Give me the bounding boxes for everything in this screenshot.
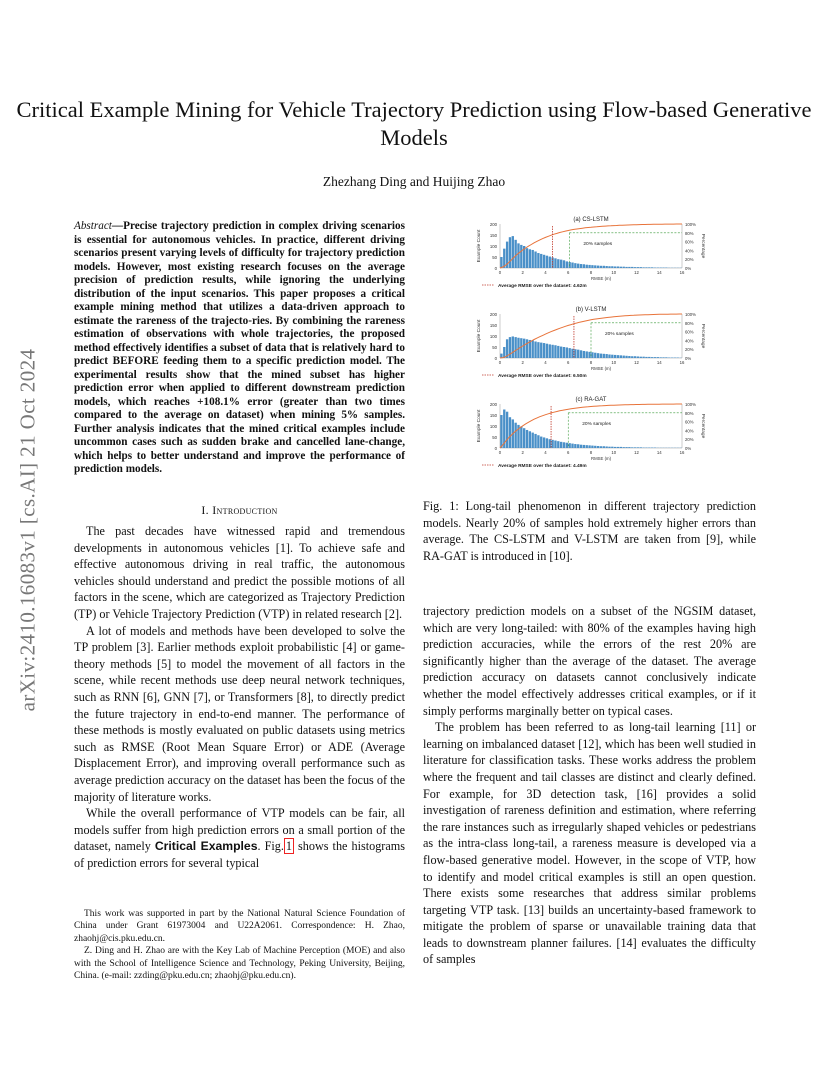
samples-annotation: 20% samples [582,422,612,427]
histogram-bar [580,445,582,448]
y-tick-label: 100 [489,244,497,249]
histogram-bar [594,446,596,448]
y-tick-label: 200 [489,312,497,317]
introduction-body [74,523,405,871]
y2-axis-label: Percentage [700,323,705,349]
histogram-bar [574,263,576,268]
abstract-label: Abstract [74,220,112,232]
histogram-bar [554,258,556,268]
intro-paragraph-3 [74,805,405,871]
histogram-bar [603,266,605,268]
y2-tick-label: 0% [685,266,692,271]
footnotes [74,908,405,982]
histogram-bar [611,355,613,358]
histogram-bar [506,412,508,448]
histogram-bar [563,260,565,268]
histogram-bar [532,340,534,358]
x-axis-label: RMSE (m) [590,366,612,371]
histogram-bar [549,344,551,358]
histogram-bar [642,357,644,358]
x-tick-label: 0 [498,450,502,455]
x-tick-label: 4 [544,360,547,365]
histogram-bar [509,417,511,448]
histogram-bar [605,266,607,268]
histogram-bar [637,267,639,268]
histogram-bar [571,444,573,448]
histogram-bar [628,447,630,448]
x-tick-label: 10 [611,360,617,365]
histogram-bar [540,437,542,448]
histogram-bar [549,257,551,268]
histogram-bar [532,250,534,268]
y-tick-label: 0 [494,356,497,361]
y2-tick-label: 20% [685,347,694,353]
y-tick-label: 50 [492,345,497,350]
histogram-bar [546,256,548,268]
y2-tick-label: 60% [685,419,694,425]
histogram-bar [577,444,579,448]
histogram-bar [623,356,625,358]
histogram-bar [537,435,539,448]
y-tick-label: 0 [494,446,497,451]
histogram-bar [520,245,522,268]
histogram-bar [540,254,542,268]
histogram-bar [591,352,593,358]
intro-paragraph-1: The past decades have witnessed rapid and tremendous developments in autonomous vehicles [1]. To achieve safe and effective autonomous driving in real traffic, the autonomous vehicles should understand and predict the possible motions of all factors in the scene, which are categorized as Trajectory Prediction (TP) or Vehicle Trajectory Prediction (VTP) in related research [2]. [74,524,405,621]
histogram-bar [651,267,653,268]
histogram-bar [566,261,568,268]
histogram-bar [648,357,650,358]
arxiv-id: arXiv:2410.16083v1 [cs.AI] 21 Oct 2024 [15,348,40,712]
histogram-bar [534,252,536,269]
y-axis-label: Example Count [477,409,482,443]
y-tick-label: 150 [489,323,497,328]
histogram-bar [620,267,622,268]
histogram-bar [594,353,596,358]
y2-tick-label: 80% [685,230,694,236]
histogram-bar [623,447,625,448]
histogram-bar [657,357,659,358]
histogram-bar [583,264,585,268]
y-tick-label: 50 [492,435,497,440]
histogram-bar [605,354,607,358]
histogram-bar [543,255,545,268]
x-tick-label: 6 [567,360,570,365]
histogram-bar [611,447,613,448]
histogram-bar [574,349,576,358]
y-axis-label: Example Count [477,229,482,263]
y2-tick-label: 100% [685,222,696,227]
histogram-bar [546,344,548,358]
x-tick-label: 10 [611,450,617,455]
histogram-bar [523,339,525,358]
chart-panel-2 [476,307,706,379]
histogram-bar [600,446,602,448]
intro-paragraph-2: A lot of models and methods have been developed to solve the TP problem [3]. Earlier methods exploit probabilistic [4] or game-theory methods [5] to model the movement of all factors in the scene, while recent methods use deep neural network techniques, such as RNN [6], GNN [7], or Transformers [8], to directly predict the future trajectory in end-to-end manner. The performance of these methods is mostly evaluated on public datasets using metrics such as RMSE (Root Mean Square Error) or ADE (Average Displacement Error), and improving overall performance such as average prediction accuracy on the dataset has been the focus of the majority of literature works. [74,623,405,804]
y2-axis-label: Percentage [700,233,705,259]
chart-title: (b) V-LSTM [575,307,607,313]
x-tick-label: 12 [634,450,639,455]
arxiv-stamp[interactable] [8,300,48,760]
histogram-bar [557,259,559,268]
chart-legend: Average RMSE over the dataset: 4.49m [498,464,587,469]
histogram-bar [588,265,590,268]
histogram-bar [583,445,585,448]
histogram-bar [586,351,588,358]
histogram-bar [642,267,644,268]
intro-p3-text-c: shows the histograms of prediction errors for several typical [74,839,405,870]
histogram-bar [597,446,599,448]
histogram-bar [620,355,622,358]
y-axis-label: Example Count [477,319,482,353]
histogram-bar [514,240,516,268]
y2-tick-label: 20% [685,257,694,263]
y-tick-label: 0 [494,266,497,271]
histogram-bar [563,442,565,448]
figure-1 [470,212,710,482]
histogram-bar [534,342,536,359]
histogram-bar [588,352,590,358]
histogram-bar [600,266,602,268]
y2-tick-label: 0% [685,356,692,361]
histogram-bar [660,357,662,358]
x-axis-label: RMSE (m) [590,456,612,461]
x-tick-label: 16 [679,450,685,455]
histogram-bar [569,443,571,448]
abstract-text: Precise trajectory prediction in complex driving scenarios is essential for autonomous vehicles. In practice, different driving scenarios present varying levels of difficulty for trajectory prediction models. However, most existing research focuses on the average precision of prediction results, while ignoring the underlying distribution of the input scenarios. This paper proposes a critical example mining method that utilizes a data-driven approach to estimate the rareness of the trajecto-ries. By combining the rareness estimation of observations with whole trajectories, the proposed method effectively identifies a subset of data that is relatively hard to predict BEFORE feeding them to a specific prediction model. The experimental results show that the mined subset has higher prediction error when applied to different downstream prediction models, which reaches +108.1% error (greater than two times compared to the average on dataset) when mining 5% samples. Further analysis indicates that the mined critical examples include uncommon cases such as sudden brake and cancelled lane-change, which helps to better understand and improve the performance of prediction models. [74,220,405,475]
histogram-bar [591,446,593,448]
x-tick-label: 6 [567,270,570,275]
histogram-bar [583,351,585,358]
figure-1-link[interactable]: 1 [285,839,292,854]
histogram-bar [665,357,667,358]
paper-title: Critical Example Mining for Vehicle Trajectory Prediction using Flow-based Generative Models [16,97,812,150]
intro-p3-text-b: . Fig. [257,839,284,854]
section-heading-introduction: I. Introduction [201,503,278,517]
histogram-bar [654,357,656,358]
y-tick-label: 150 [489,413,497,418]
histogram-bar [580,350,582,358]
histogram-bar [608,354,610,358]
histogram-bar [520,426,522,448]
histogram-bar [634,356,636,358]
histogram-bar [566,443,568,448]
x-tick-label: 2 [521,450,524,455]
y2-tick-label: 40% [685,338,694,344]
histogram-bar [600,354,602,358]
histogram-bar [617,355,619,358]
histogram-bar [569,348,571,358]
histogram-bar [560,260,562,268]
histogram-bar [614,355,616,358]
histogram-bar [603,354,605,358]
histogram-bar [560,442,562,448]
x-tick-label: 0 [498,270,502,275]
y2-tick-label: 100% [685,312,696,317]
histogram-bar [537,342,539,358]
histogram-bar [631,356,633,358]
paper-authors: Zhezhang Ding and Huijing Zhao [322,174,506,189]
y-tick-label: 200 [489,402,497,407]
histogram-bar [574,444,576,448]
histogram-bar [523,428,525,448]
x-tick-label: 14 [656,450,662,455]
y2-tick-label: 60% [685,239,694,245]
histogram-bar [529,249,531,268]
y2-tick-label: 40% [685,428,694,434]
histogram-bar [543,437,545,448]
x-tick-label: 8 [589,450,593,455]
histogram-bar [537,253,539,268]
histogram-bar [594,265,596,268]
histogram-bar [520,338,522,358]
figure-1-caption: Fig. 1: Long-tail phenomenon in different trajectory prediction models. Nearly 20% of samples hold extremely higher errors than average. The CS-LSTM and V-LSTM are taken from [9], while RA-GAT is introduced in [10]. [423,499,756,563]
y2-axis-label: Percentage [700,413,705,439]
histogram-bar [588,445,590,448]
chart-legend: Average RMSE over the dataset: 4.62m [498,284,587,289]
y-tick-label: 150 [489,233,497,238]
histogram-bar [563,347,565,358]
x-tick-label: 8 [589,270,593,275]
abstract-dash: — [111,220,124,232]
histogram-bar [566,347,568,358]
samples-annotation: 20% samples [605,332,634,337]
x-tick-label: 12 [634,360,639,365]
x-tick-label: 2 [521,360,524,365]
histogram-bar [577,264,579,268]
histogram-bar [651,357,653,358]
right-paragraph-2: The problem has been referred to as long-tail learning [11] or learning on imbalanced dataset [12], which has been well studied in literature for classification tasks. These works address the problem where the frequent and tail classes are distinct and clearly defined. For example, for 3D detection task, [16] provides a solid investigation of rareness definition and estimation, where referring the rare instances such as irregularly shaped vehicles or pedestrians as the intra-class long-tail, a rareness measure is developed via a flow-based generative model. However, in the scope of VTP, how to identify and model critical examples is still an open question. There exists some researches that address similar problems targeting VTP task. [13] builds an uncertainty-based framework to mitigate the problem of sparse or unavailable training data that leads to downstream planner failures. [14] evaluates the difficulty of samples [423,720,756,967]
x-tick-label: 16 [679,270,685,275]
histogram-bar [637,356,639,358]
histogram-bar [514,337,516,358]
histogram-bar [543,343,545,358]
histogram-bar [526,339,528,358]
histogram-bar [514,423,516,448]
histogram-bar [634,447,636,448]
histogram-bar [628,267,630,268]
chart-panel-3 [476,397,706,469]
histogram-bar [645,357,647,358]
histogram-bar [551,440,553,448]
figure-1-chart [470,212,710,482]
histogram-bar [551,345,553,358]
histogram-bar [640,357,642,358]
histogram-bar [512,336,514,358]
histogram-bar [532,433,534,448]
histogram-bar [577,350,579,358]
histogram-bar [526,430,528,448]
histogram-bar [631,447,633,448]
histogram-bar [662,357,664,358]
histogram-bar [597,266,599,268]
histogram-bar [571,349,573,358]
x-tick-label: 14 [656,360,662,365]
histogram-bar [560,347,562,358]
histogram-bar [628,356,630,358]
samples-annotation: 20% samples [583,242,613,247]
histogram-bar [631,267,633,268]
y2-tick-label: 80% [685,320,694,326]
histogram-bar [614,447,616,448]
y2-tick-label: 60% [685,329,694,335]
x-tick-label: 10 [611,270,617,275]
histogram-bar [580,264,582,268]
abstract [74,220,405,477]
histogram-bar [597,353,599,358]
x-tick-label: 16 [679,360,685,365]
histogram-bar [625,267,627,268]
histogram-bar [554,441,556,448]
histogram-bar [500,257,502,268]
y2-tick-label: 40% [685,248,694,254]
histogram-bar [625,356,627,358]
histogram-bar [617,266,619,268]
histogram-bar [637,447,639,448]
histogram-bar [546,438,548,448]
histogram-bar [586,445,588,448]
chart-legend: Average RMSE over the dataset: 6.50m [498,374,587,379]
histogram-bar [503,347,505,358]
histogram-bar [620,447,622,448]
y2-tick-label: 80% [685,410,694,416]
histogram-bar [571,263,573,269]
histogram-bar [623,267,625,268]
y2-tick-label: 20% [685,437,694,443]
histogram-bar [605,446,607,448]
x-tick-label: 12 [634,270,639,275]
histogram-bar [591,265,593,268]
histogram-bar [645,267,647,268]
x-tick-label: 4 [544,270,547,275]
histogram-bar [608,266,610,268]
histogram-bar [540,343,542,358]
histogram-bar [603,446,605,448]
histogram-bar [557,346,559,358]
right-paragraph-1: trajectory prediction models on a subset of the NGSIM dataset, which are very long-tailed: with 80% of the examples having high prediction accuracies, while the errors of the rest 20% are significantly higher than the average of the dataset. The average prediction accuracy on datasets cannot conclusively indicate whether the model effectively addresses critical examples, or if it simply performs marginally better on typical cases. [423,604,756,718]
histogram-bar [617,447,619,448]
y-tick-label: 100 [489,334,497,339]
histogram-bar [614,266,616,268]
histogram-bar [500,415,502,448]
histogram-bar [634,267,636,268]
histogram-bar [640,267,642,268]
histogram-bar [586,265,588,268]
histogram-bar [608,447,610,448]
x-tick-label: 6 [567,450,570,455]
critical-examples-term: Critical Examples [154,839,258,854]
histogram-bar [554,345,556,358]
x-tick-label: 8 [589,360,593,365]
y2-tick-label: 0% [685,446,692,451]
x-axis-label: RMSE (m) [590,276,612,281]
footnote-affiliation: Z. Ding and H. Zhao are with the Key Lab of Machine Perception (MOE) and also with the School of Intelligence Science and Technology, Peking University, Beijing, China. (e-mail: zzding@pku.edu.cn; zhaohj@pku.edu.cn). [74,946,405,982]
x-tick-label: 2 [521,270,524,275]
histogram-bar [509,237,511,268]
x-tick-label: 0 [498,360,502,365]
histogram-bar [517,243,519,268]
histogram-bar [512,236,514,268]
chart-title: (a) CS-LSTM [573,217,609,223]
right-column-body [423,603,756,968]
histogram-bar [611,266,613,268]
histogram-bar [648,267,650,268]
footnote-funding: This work was supported in part by the National Natural Science Foundation of China under Grant 61973004 and U22A2061. Correspondence: H. Zhao, zhaohj@cis.pku.edu.cn. [74,909,405,944]
histogram-bar [529,431,531,448]
histogram-bar [640,447,642,448]
chart-title: (c) RA-GAT [575,397,607,403]
histogram-bar [557,441,559,448]
histogram-bar [526,248,528,268]
histogram-bar [534,434,536,448]
y2-tick-label: 100% [685,402,696,407]
x-tick-label: 14 [656,270,662,275]
x-tick-label: 4 [544,450,547,455]
chart-panel-1 [476,217,706,289]
y-tick-label: 100 [489,424,497,429]
intro-p3-text-a: While the overall performance of VTP models can be fair, all models suffer from high prediction errors on a small portion of the dataset, namely [74,806,405,854]
histogram-bar [549,439,551,448]
y-tick-label: 200 [489,222,497,227]
histogram-bar [625,447,627,448]
y-tick-label: 50 [492,255,497,260]
